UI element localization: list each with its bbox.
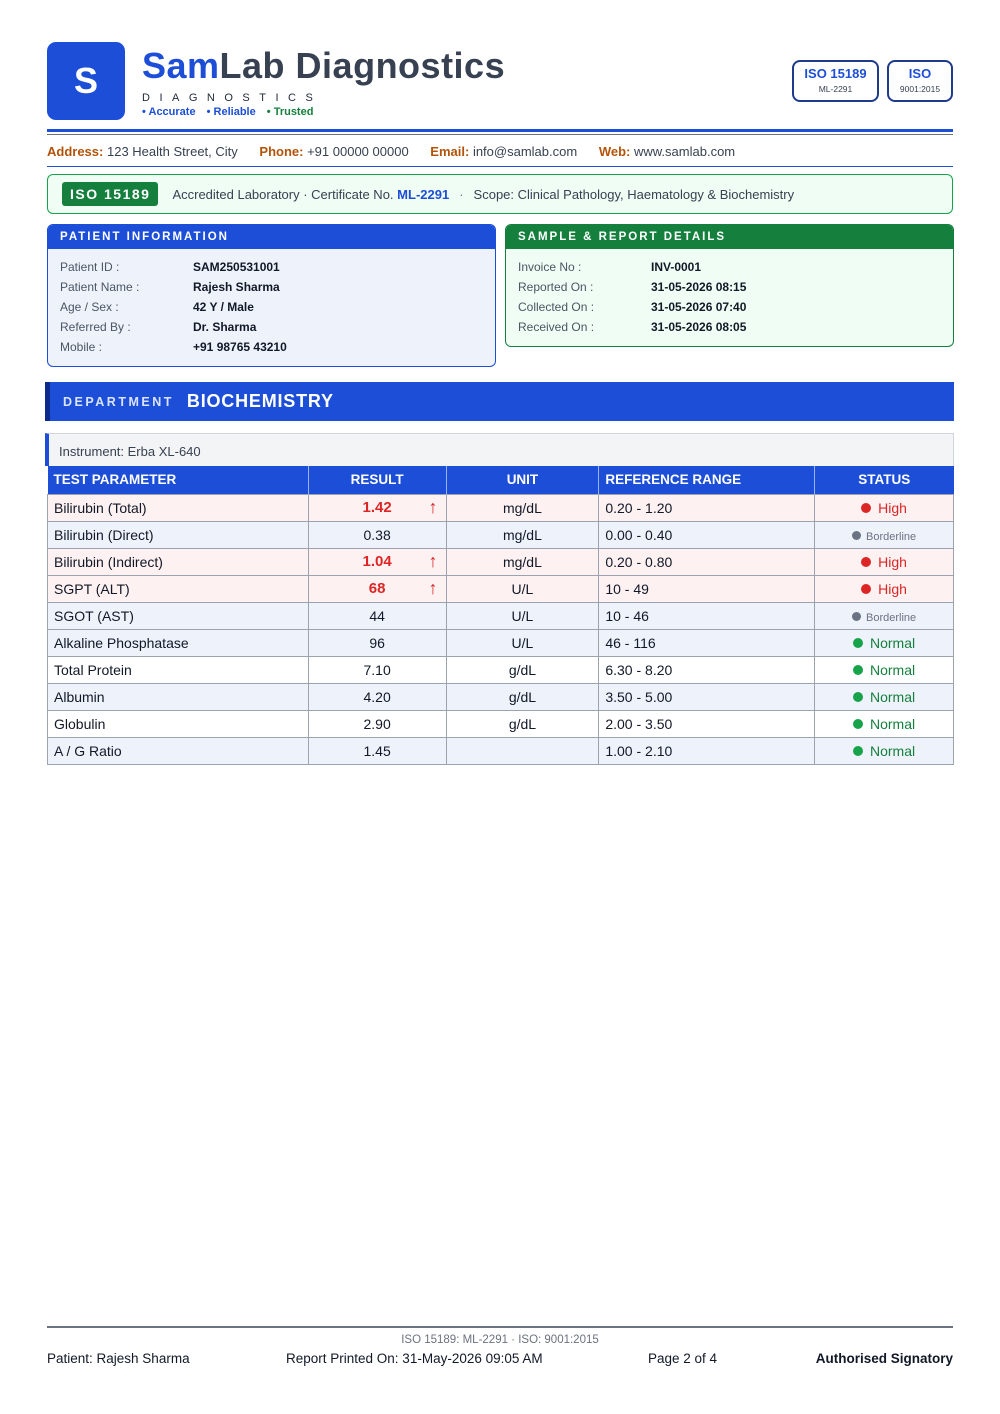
department-name: BIOCHEMISTRY [186,391,334,411]
tag-trusted: • Trusted [266,106,314,118]
result-value: 1.42 [362,499,392,516]
accreditation-separator: · [459,186,464,202]
cell-status [815,602,954,629]
patient-info-card [47,224,496,367]
tag-accurate: • Accurate [142,106,196,118]
result-value: 0.38 [363,526,391,543]
result-value: 4.20 [363,688,391,705]
iso-badges [792,60,953,102]
instrument-line: Instrument: Erba XL-640 [45,433,954,466]
high-arrow-icon: ↑ [428,550,438,571]
iso-15189-badge: ISO 15189 ML-2291 [792,60,879,102]
cell-result [308,494,446,521]
report-header [47,42,953,124]
accreditation-badge: ISO 15189 [62,182,158,206]
brand-block [142,44,505,118]
contact-line [47,144,753,159]
cell-test-parameter: Alkaline Phosphatase [48,629,309,656]
status-dot-icon [853,692,863,702]
department-bar [45,382,954,421]
contact-divider [47,166,953,167]
table-row [48,683,954,710]
cell-reference-range: 1.00 - 2.10 [599,737,815,764]
cell-test-parameter: SGPT (ALT) [48,575,309,602]
cell-result [308,710,446,737]
cell-unit: g/dL [446,710,599,737]
sample-report-card [505,224,954,347]
cell-reference-range: 0.00 - 0.40 [599,521,815,548]
status-dot-icon [853,665,863,675]
table-header-row [48,466,954,494]
result-value: 68 [368,580,386,597]
status-dot-icon [852,531,861,540]
header-unit: UNIT [446,466,599,494]
cell-status [815,494,954,521]
results-table [47,466,954,765]
cell-test-parameter: Albumin [48,683,309,710]
cell-result [308,521,446,548]
cell-test-parameter: Bilirubin (Total) [48,494,309,521]
contact-email: Email: info@samlab.com [430,144,578,159]
status-label: High [878,499,907,516]
cell-unit [446,737,599,764]
cell-test-parameter: SGOT (AST) [48,602,309,629]
contact-phone: Phone: +91 00000 00000 [259,144,409,159]
status-label: Normal [869,715,916,732]
status-label: Borderline [865,530,917,543]
result-value: 96 [369,634,385,651]
lab-tags [142,106,505,118]
cell-test-parameter: A / G Ratio [48,737,309,764]
cell-status [815,737,954,764]
footer-divider [47,1326,953,1328]
high-arrow-icon: ↑ [428,496,438,517]
cell-test-parameter: Globulin [48,710,309,737]
status-label: High [878,553,907,570]
status-label: Normal [869,634,916,651]
table-row [48,521,954,548]
table-row [48,737,954,764]
cell-unit: g/dL [446,683,599,710]
accreditation-scope: Scope: Clinical Pathology, Haematology & Biochemistry [473,186,795,202]
accreditation-text: Accredited Laboratory · Certificate No. [172,186,394,202]
contact-address: Address: 123 Health Street, City [47,144,238,159]
cell-result [308,629,446,656]
cell-unit: U/L [446,602,599,629]
status-label: Borderline [865,611,917,624]
status-dot-icon [861,584,871,594]
reported-on-row: Reported On : 31-05-2026 08:15 [518,280,747,294]
result-value: 7.10 [363,661,391,678]
table-row [48,629,954,656]
cell-test-parameter: Bilirubin (Direct) [48,521,309,548]
patient-id-row: Patient ID : SAM250531001 [60,260,280,274]
cell-unit: mg/dL [446,494,599,521]
result-value: 1.04 [362,553,392,570]
cell-result [308,737,446,764]
footer-patient: Patient: Rajesh Sharma [47,1351,190,1366]
cell-status [815,575,954,602]
cell-unit: g/dL [446,656,599,683]
cell-unit: mg/dL [446,521,599,548]
status-dot-icon [852,612,861,621]
referred-by-row: Referred By : Dr. Sharma [60,320,257,334]
collected-on-row: Collected On : 31-05-2026 07:40 [518,300,747,314]
cell-status [815,710,954,737]
accreditation-strip [47,174,953,214]
result-value: 44 [369,607,385,624]
status-dot-icon [861,503,871,513]
iso-9001-badge: ISO 9001:2015 [887,60,953,102]
status-dot-icon [853,746,863,756]
cell-unit: U/L [446,575,599,602]
patient-name-row: Patient Name : Rajesh Sharma [60,280,280,294]
footer-printed-on: Report Printed On: 31-May-2026 09:05 AM [286,1351,543,1366]
header-test-parameter: TEST PARAMETER [48,466,309,494]
header-divider [47,129,953,132]
results-body [48,494,954,764]
cell-status [815,683,954,710]
cell-status [815,521,954,548]
cell-reference-range: 0.20 - 0.80 [599,548,815,575]
received-on-row: Received On : 31-05-2026 08:05 [518,320,747,334]
footer-signatory: Authorised Signatory [815,1351,953,1366]
patient-info-title: PATIENT INFORMATION [48,225,495,249]
department-label: DEPARTMENT [63,394,174,409]
cell-reference-range: 2.00 - 3.50 [599,710,815,737]
lab-subtitle: DIAGNOSTICS [142,92,323,104]
footer-iso-line: ISO 15189: ML-2291 · ISO: 9001:2015 [401,1334,599,1346]
cell-reference-range: 10 - 49 [599,575,815,602]
table-row [48,575,954,602]
cell-result [308,656,446,683]
cell-reference-range: 0.20 - 1.20 [599,494,815,521]
table-row [48,548,954,575]
cell-unit: U/L [446,629,599,656]
table-row [48,710,954,737]
lab-logo: S [47,42,125,120]
status-dot-icon [861,557,871,567]
header-status: STATUS [815,466,954,494]
cell-result [308,683,446,710]
header-divider-thin [47,134,953,135]
lab-name: SamLab Diagnostics [142,45,506,86]
invoice-row: Invoice No : INV-0001 [518,260,702,274]
sample-report-title: SAMPLE & REPORT DETAILS [506,225,953,249]
result-value: 1.45 [363,742,391,759]
cell-test-parameter: Bilirubin (Indirect) [48,548,309,575]
status-dot-icon [853,719,863,729]
header-reference-range: REFERENCE RANGE [599,466,815,494]
cell-result [308,548,446,575]
cell-result [308,575,446,602]
high-arrow-icon: ↑ [428,577,438,598]
tag-reliable: • Reliable [206,106,256,118]
mobile-row: Mobile : +91 98765 43210 [60,340,287,354]
status-label: Normal [869,661,916,678]
status-label: High [878,580,907,597]
certificate-number: ML-2291 [397,186,450,202]
cell-status [815,548,954,575]
footer-page-number: Page 2 of 4 [648,1351,718,1366]
cell-unit: mg/dL [446,548,599,575]
cell-test-parameter: Total Protein [48,656,309,683]
table-row [48,602,954,629]
cell-status [815,629,954,656]
cell-reference-range: 46 - 116 [599,629,815,656]
cell-reference-range: 3.50 - 5.00 [599,683,815,710]
status-label: Normal [869,742,916,759]
cell-status [815,656,954,683]
contact-web: Web: www.samlab.com [598,144,736,159]
cell-reference-range: 10 - 46 [599,602,815,629]
table-row [48,494,954,521]
cell-result [308,602,446,629]
status-label: Normal [869,688,916,705]
patient-age-sex-row: Age / Sex : 42 Y / Male [60,300,254,314]
header-result: RESULT [308,466,446,494]
table-row [48,656,954,683]
result-value: 2.90 [363,715,391,732]
cell-reference-range: 6.30 - 8.20 [599,656,815,683]
status-dot-icon [853,638,863,648]
